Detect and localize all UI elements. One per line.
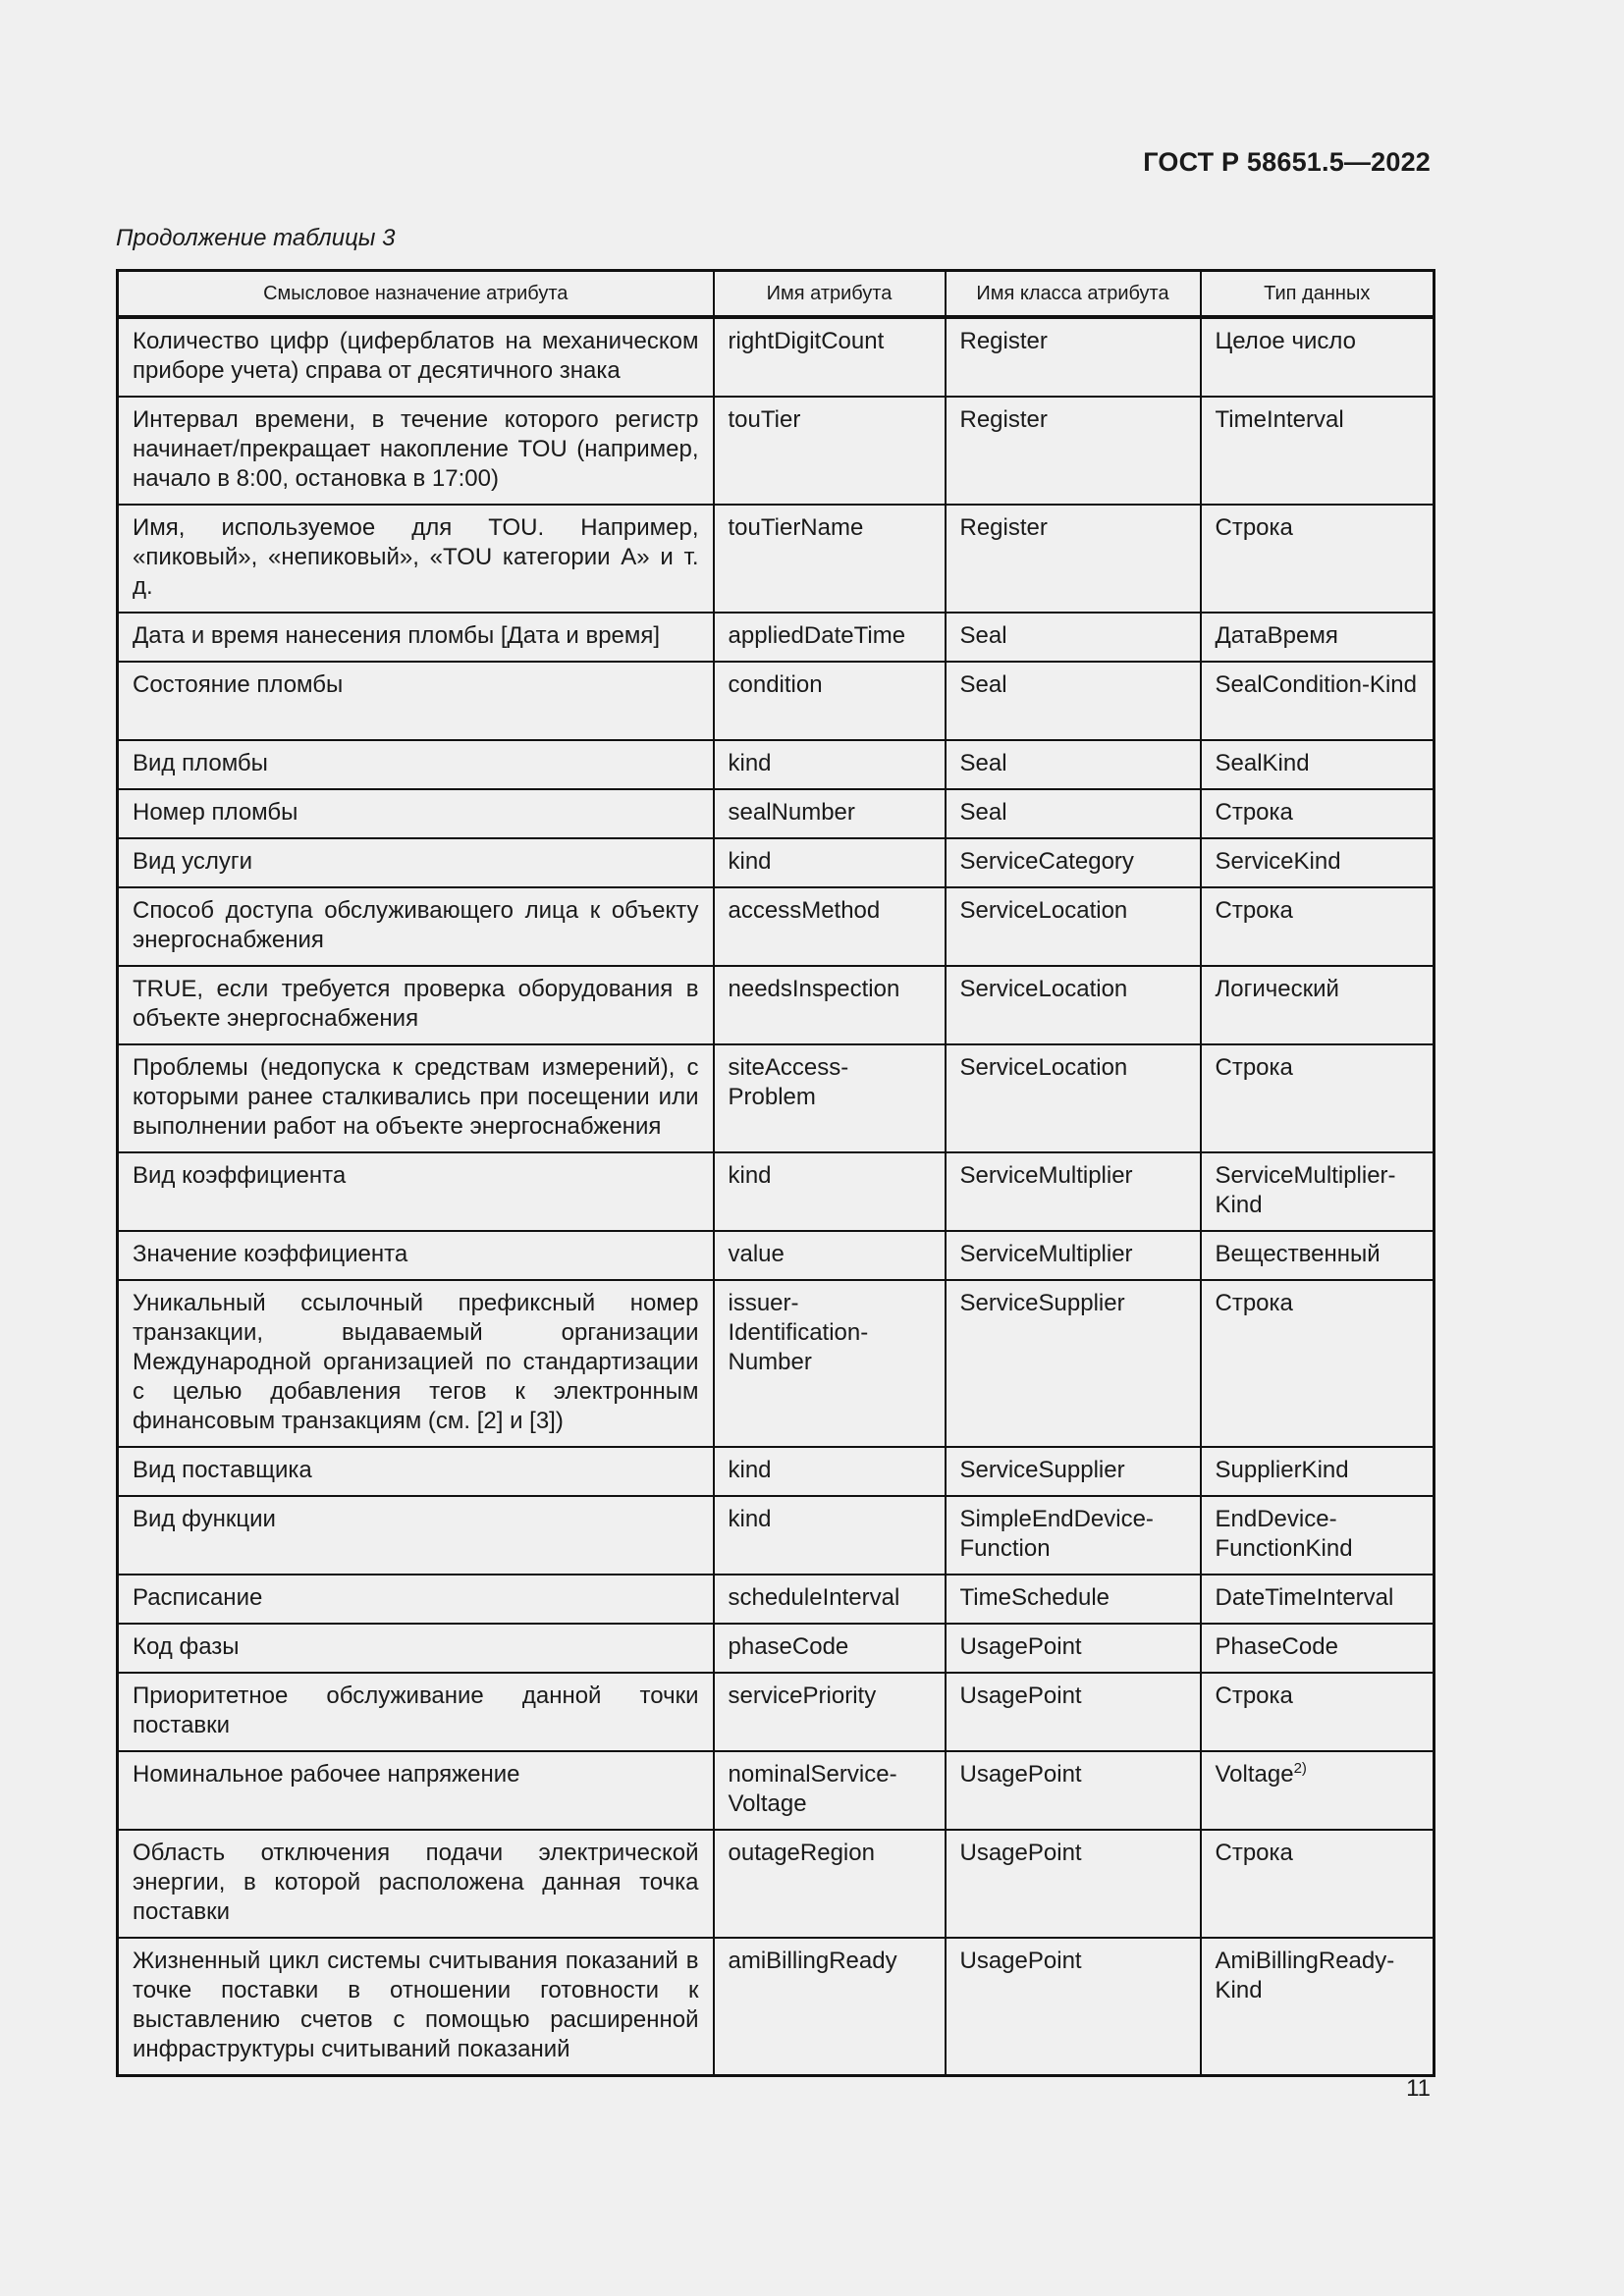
table-row xyxy=(118,1673,1435,1751)
cell-purpose: Уникальный ссылочный префиксный номер транзакции, выдаваемый организации Международной организацией по стандартизации с целью добавления тегов к электронным финансовым транзакциям (см. [2] и [3]) xyxy=(118,1280,714,1447)
table xyxy=(116,269,1435,2077)
data-type-text: SealKind xyxy=(1215,750,1310,776)
document-id: ГОСТ Р 58651.5—2022 xyxy=(1143,147,1431,177)
cell-data-type xyxy=(1201,838,1435,887)
cell-purpose: Значение коэффициента xyxy=(118,1231,714,1280)
cell-data-type xyxy=(1201,1496,1435,1575)
cell-attribute-name: siteAccess-Problem xyxy=(714,1044,946,1152)
data-type-text: Целое число xyxy=(1215,328,1356,354)
table-row xyxy=(118,1496,1435,1575)
data-type-text: ServiceKind xyxy=(1215,848,1341,875)
cell-attribute-class: ServiceMultiplier xyxy=(946,1152,1201,1231)
cell-data-type xyxy=(1201,613,1435,662)
data-type-text: Строка xyxy=(1215,799,1293,826)
column-header-attribute-class: Имя класса атрибута xyxy=(946,271,1201,318)
cell-attribute-name: kind xyxy=(714,1152,946,1231)
data-type-text: SupplierKind xyxy=(1215,1457,1349,1483)
cell-attribute-class: UsagePoint xyxy=(946,1624,1201,1673)
data-type-text: DateTimeInterval xyxy=(1215,1584,1394,1611)
cell-attribute-name: needsInspection xyxy=(714,966,946,1044)
cell-data-type xyxy=(1201,1231,1435,1280)
cell-attribute-name: accessMethod xyxy=(714,887,946,966)
cell-purpose: Расписание xyxy=(118,1575,714,1624)
table-row xyxy=(118,505,1435,613)
page-number: 11 xyxy=(1406,2075,1431,2102)
cell-attribute-name: scheduleInterval xyxy=(714,1575,946,1624)
cell-attribute-name: condition xyxy=(714,662,946,740)
table-row xyxy=(118,740,1435,789)
cell-attribute-class: Seal xyxy=(946,662,1201,740)
cell-attribute-name: appliedDateTime xyxy=(714,613,946,662)
cell-purpose: Код фазы xyxy=(118,1624,714,1673)
cell-attribute-class: Register xyxy=(946,397,1201,505)
cell-attribute-name: value xyxy=(714,1231,946,1280)
data-type-text: TimeInterval xyxy=(1215,406,1344,433)
table-row xyxy=(118,317,1435,397)
cell-data-type xyxy=(1201,740,1435,789)
cell-purpose: Дата и время нанесения пломбы [Дата и время] xyxy=(118,613,714,662)
data-type-text: ДатаВремя xyxy=(1215,622,1338,649)
cell-data-type xyxy=(1201,1447,1435,1496)
cell-purpose: Количество цифр (циферблатов на механическом приборе учета) справа от десятичного знака xyxy=(118,317,714,397)
cell-attribute-class: ServiceSupplier xyxy=(946,1280,1201,1447)
table-row xyxy=(118,1280,1435,1447)
cell-attribute-name: touTier xyxy=(714,397,946,505)
cell-attribute-class: TimeSchedule xyxy=(946,1575,1201,1624)
cell-purpose: TRUE, если требуется проверка оборудования в объекте энергоснабжения xyxy=(118,966,714,1044)
table-row xyxy=(118,662,1435,740)
table-body xyxy=(118,317,1435,2076)
cell-attribute-class: UsagePoint xyxy=(946,1751,1201,1830)
cell-attribute-name: kind xyxy=(714,1496,946,1575)
column-header-data-type: Тип данных xyxy=(1201,271,1435,318)
cell-attribute-name: phaseCode xyxy=(714,1624,946,1673)
footnote-marker: 2) xyxy=(1293,1760,1307,1777)
cell-data-type xyxy=(1201,887,1435,966)
attribute-table xyxy=(116,269,1433,2077)
cell-attribute-class: Register xyxy=(946,317,1201,397)
cell-attribute-class: ServiceLocation xyxy=(946,1044,1201,1152)
cell-attribute-class: Seal xyxy=(946,613,1201,662)
table-row xyxy=(118,1447,1435,1496)
table-row xyxy=(118,397,1435,505)
cell-attribute-class: UsagePoint xyxy=(946,1830,1201,1938)
cell-attribute-class: UsagePoint xyxy=(946,1673,1201,1751)
cell-attribute-class: ServiceCategory xyxy=(946,838,1201,887)
cell-attribute-name: issuer-Identification-Number xyxy=(714,1280,946,1447)
cell-purpose: Номер пломбы xyxy=(118,789,714,838)
cell-purpose: Приоритетное обслуживание данной точки поставки xyxy=(118,1673,714,1751)
cell-attribute-name: sealNumber xyxy=(714,789,946,838)
cell-attribute-name: nominalService-Voltage xyxy=(714,1751,946,1830)
cell-attribute-class: ServiceLocation xyxy=(946,966,1201,1044)
table-row xyxy=(118,789,1435,838)
cell-attribute-class: Seal xyxy=(946,740,1201,789)
cell-purpose: Имя, используемое для TOU. Например, «пиковый», «непиковый», «TOU категории А» и т. д. xyxy=(118,505,714,613)
table-row xyxy=(118,1624,1435,1673)
cell-purpose: Номинальное рабочее напряжение xyxy=(118,1751,714,1830)
cell-attribute-class: SimpleEndDevice-Function xyxy=(946,1496,1201,1575)
cell-data-type xyxy=(1201,1624,1435,1673)
data-type-text: Строка xyxy=(1215,1840,1293,1866)
cell-data-type xyxy=(1201,1938,1435,2076)
cell-attribute-class: ServiceSupplier xyxy=(946,1447,1201,1496)
data-type-text: EndDevice-FunctionKind xyxy=(1215,1506,1353,1562)
table-row xyxy=(118,1575,1435,1624)
column-header-purpose: Смысловое назначение атрибута xyxy=(118,271,714,318)
data-type-text: Логический xyxy=(1215,976,1339,1002)
cell-purpose: Проблемы (недопуска к средствам измерений), с которыми ранее сталкивались при посещении или выполнении работ на объекте энергоснабжения xyxy=(118,1044,714,1152)
cell-attribute-class: ServiceLocation xyxy=(946,887,1201,966)
cell-data-type xyxy=(1201,1830,1435,1938)
table-row xyxy=(118,966,1435,1044)
cell-purpose: Вид коэффициента xyxy=(118,1152,714,1231)
data-type-text: Вещественный xyxy=(1215,1241,1380,1267)
cell-attribute-name: touTierName xyxy=(714,505,946,613)
cell-data-type xyxy=(1201,505,1435,613)
cell-purpose: Область отключения подачи электрической энергии, в которой расположена данная точка поставки xyxy=(118,1830,714,1938)
data-type-text: Строка xyxy=(1215,514,1293,541)
cell-attribute-name: amiBillingReady xyxy=(714,1938,946,2076)
cell-data-type xyxy=(1201,1673,1435,1751)
table-row xyxy=(118,1751,1435,1830)
table-row xyxy=(118,887,1435,966)
cell-attribute-name: outageRegion xyxy=(714,1830,946,1938)
cell-data-type xyxy=(1201,662,1435,740)
cell-purpose: Жизненный цикл системы считывания показаний в точке поставки в отношении готовности к выставлению счетов с помощью расширенной инфраструктуры считываний показаний xyxy=(118,1938,714,2076)
table-row xyxy=(118,1830,1435,1938)
cell-attribute-class: Register xyxy=(946,505,1201,613)
cell-data-type xyxy=(1201,789,1435,838)
cell-attribute-name: kind xyxy=(714,1447,946,1496)
cell-data-type xyxy=(1201,1044,1435,1152)
table-row xyxy=(118,613,1435,662)
cell-purpose: Вид функции xyxy=(118,1496,714,1575)
cell-data-type xyxy=(1201,1575,1435,1624)
data-type-text: Строка xyxy=(1215,1682,1293,1709)
data-type-text: PhaseCode xyxy=(1215,1633,1338,1660)
cell-purpose: Интервал времени, в течение которого регистр начинает/прекращает накопление TOU (например, начало в 8:00, остановка в 17:00) xyxy=(118,397,714,505)
cell-data-type xyxy=(1201,1751,1435,1830)
data-type-text: SealCondition-Kind xyxy=(1215,671,1417,698)
data-type-text: AmiBillingReady-Kind xyxy=(1215,1948,1395,2003)
cell-attribute-class: ServiceMultiplier xyxy=(946,1231,1201,1280)
cell-attribute-name: kind xyxy=(714,740,946,789)
cell-attribute-class: UsagePoint xyxy=(946,1938,1201,2076)
cell-data-type xyxy=(1201,966,1435,1044)
cell-attribute-class: Seal xyxy=(946,789,1201,838)
table-row xyxy=(118,838,1435,887)
cell-purpose: Способ доступа обслуживающего лица к объекту энергоснабжения xyxy=(118,887,714,966)
column-header-attribute-name: Имя атрибута xyxy=(714,271,946,318)
cell-data-type xyxy=(1201,1280,1435,1447)
cell-purpose: Вид пломбы xyxy=(118,740,714,789)
cell-purpose: Вид поставщика xyxy=(118,1447,714,1496)
data-type-text: Строка xyxy=(1215,1054,1293,1081)
table-row xyxy=(118,1044,1435,1152)
data-type-text: Voltage xyxy=(1215,1761,1294,1788)
table-row xyxy=(118,1152,1435,1231)
cell-data-type xyxy=(1201,397,1435,505)
data-type-text: Строка xyxy=(1215,1290,1293,1316)
cell-data-type xyxy=(1201,317,1435,397)
cell-purpose: Вид услуги xyxy=(118,838,714,887)
table-row xyxy=(118,1231,1435,1280)
table-row xyxy=(118,1938,1435,2076)
data-type-text: ServiceMultiplier-Kind xyxy=(1215,1162,1396,1218)
cell-purpose: Состояние пломбы xyxy=(118,662,714,740)
cell-attribute-name: rightDigitCount xyxy=(714,317,946,397)
table-header-row xyxy=(118,271,1435,318)
cell-data-type xyxy=(1201,1152,1435,1231)
cell-attribute-name: kind xyxy=(714,838,946,887)
cell-attribute-name: servicePriority xyxy=(714,1673,946,1751)
table-caption: Продолжение таблицы 3 xyxy=(116,225,396,251)
data-type-text: Строка xyxy=(1215,897,1293,924)
